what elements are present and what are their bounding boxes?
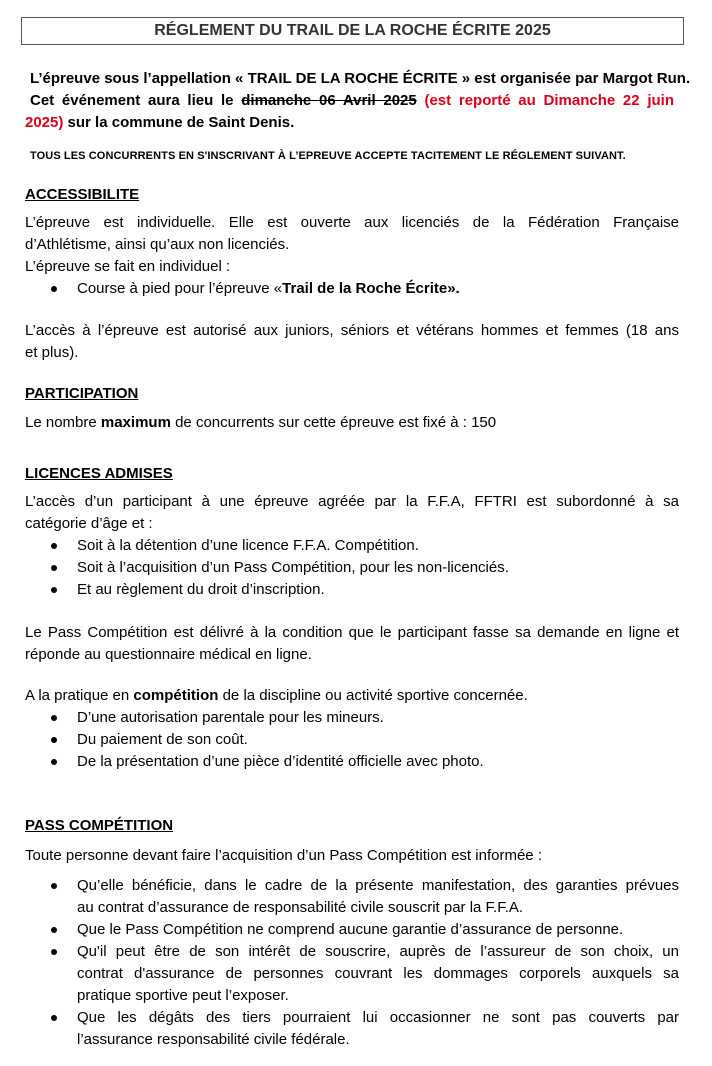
licences-list [25,535,679,601]
list-item: Que le Pass Compétition ne comprend aucune garantie d’assurance de personne. [25,919,679,941]
list-item: Course à pied pour l’épreuve «Trail de la Roche Écrite». [25,278,679,300]
list-item: Que les dégâts des tiers pourraient lui occasionner ne sont pas couverts par l’assurance responsabilité civile fédérale. [25,1007,679,1051]
section-heading-participation: PARTICIPATION [25,385,139,402]
age-paragraph: L’accès à l’épreuve est autorisé aux juniors, séniors et vétérans hommes et femmes (18 ans et plus). [25,322,679,361]
list-item: Du paiement de son coût. [25,729,679,751]
section-heading-accessibilite: ACCESSIBILITE [25,186,140,203]
section-heading-pass: PASS COMPÉTITION [25,817,174,834]
intro-line-2: Cet événement aura lieu le dimanche 06 Avril 2025 (est reporté au Dimanche 22 juin [30,92,675,109]
participation-text: Le nombre maximum de concurrents sur cette épreuve est fixé à : 150 [25,414,497,431]
requirements-list [25,707,679,773]
pass-delivery-paragraph: Le Pass Compétition est délivré à la condition que le participant fasse sa demande en ligne et réponde au questionnaire médical en ligne. [25,624,679,663]
list-item: De la présentation d’une pièce d’identité officielle avec photo. [25,751,679,773]
list-item: Qu’elle bénéficie, dans le cadre de la présente manifestation, des garanties prévues au contrat d’assurance de responsabilité civile souscrit par la F.F.A. [25,875,679,919]
accessibilite-list [25,278,679,300]
pass-list [25,875,679,1051]
intro-line-3: 2025) sur la commune de Saint Denis. [25,114,295,131]
original-date-struck: dimanche 06 Avril 2025 [241,92,417,109]
pass-intro: Toute personne devant faire l’acquisition d’un Pass Compétition est informée : [25,847,542,864]
list-item: Soit à l’acquisition d’un Pass Compétition, pour les non-licenciés. [25,557,679,579]
list-item: D’une autorisation parentale pour les mineurs. [25,707,679,729]
section-heading-licences: LICENCES ADMISES [25,465,173,482]
postponed-notice: (est reporté au Dimanche 22 juin [424,92,675,109]
acceptance-notice: TOUS LES CONCURRENTS EN S'INSCRIVANT À L’EPREUVE ACCEPTE TACITEMENT LE RÉGLEMENT SUIVANT. [30,150,626,162]
page-title: RÉGLEMENT DU TRAIL DE LA ROCHE ÉCRITE 2025 [21,17,684,45]
list-item: Qu'il peut être de son intérêt de souscrire, auprès de l’assureur de son choix, un contrat d'assurance de personnes couvrant les dommages corporels auxquels sa pratique sportive peut l’exposer. [25,941,679,1007]
list-item: Soit à la détention d’une licence F.F.A. Compétition. [25,535,679,557]
list-item: Et au règlement du droit d’inscription. [25,579,679,601]
intro-block [25,68,691,134]
competition-paragraph: A la pratique en compétition de la discipline ou activité sportive concernée. [25,687,528,704]
accessibilite-paragraph: L’épreuve est individuelle. Elle est ouverte aux licenciés de la Fédération Française d’Athlétisme, ainsi qu’aux non licenciés. L’épreuve se fait en individuel : [25,214,679,275]
licences-paragraph: L’accès d’un participant à une épreuve agréée par la F.F.A, FFTRI est subordonné à sa catégorie d’âge et : [25,493,679,532]
intro-line-1: L’épreuve sous l’appellation « TRAIL DE LA ROCHE ÉCRITE » est organisée par Margot Run. [30,70,691,87]
